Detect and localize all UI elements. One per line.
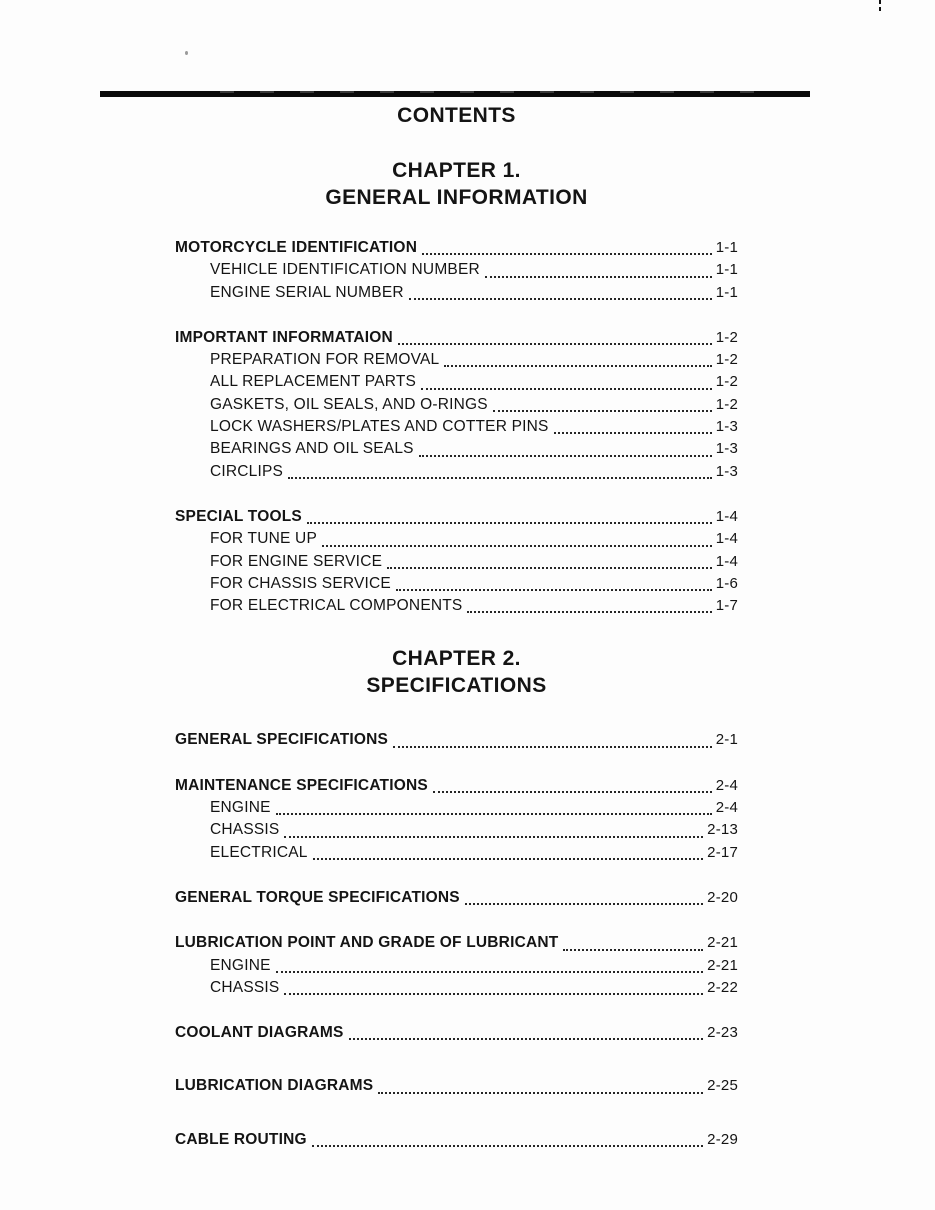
dot-leader — [554, 416, 712, 438]
toc-section — [175, 887, 738, 909]
toc-subentry — [210, 551, 738, 573]
dot-leader — [313, 842, 704, 864]
toc-entry-page: 2-4 — [715, 776, 738, 794]
dot-leader — [398, 327, 712, 349]
toc-subentry — [210, 394, 738, 416]
toc-subentry — [210, 461, 738, 483]
dot-leader — [419, 438, 712, 460]
toc-subentry — [210, 819, 738, 841]
toc-section — [175, 775, 738, 864]
dot-leader — [465, 887, 703, 909]
toc-entry-label: IMPORTANT INFORMATAION — [175, 328, 393, 346]
toc-entry — [175, 887, 738, 909]
toc-entry-label: MAINTENANCE SPECIFICATIONS — [175, 776, 428, 794]
toc-entry-page: 1-1 — [715, 261, 738, 279]
toc-entry — [175, 237, 738, 259]
toc-entry-page: 1-6 — [715, 574, 738, 592]
toc-subentry — [210, 438, 738, 460]
toc-entry-label: FOR TUNE UP — [210, 530, 317, 548]
dot-leader — [378, 1075, 703, 1097]
dot-leader — [493, 394, 712, 416]
toc-entry — [175, 327, 738, 349]
toc-entry-label: PREPARATION FOR REMOVAL — [210, 351, 440, 369]
toc-subentry — [210, 595, 738, 617]
toc-entry-label: CHASSIS — [210, 821, 280, 839]
toc-entry — [175, 775, 738, 797]
toc-entry-page: 1-1 — [715, 239, 738, 256]
dot-leader — [349, 1022, 704, 1044]
dot-leader — [288, 461, 712, 483]
toc-section — [175, 506, 738, 617]
dot-leader — [276, 797, 712, 819]
toc-entry-label: FOR ENGINE SERVICE — [210, 552, 383, 570]
toc-entry-label: CHASSIS — [210, 978, 280, 996]
dot-leader — [396, 573, 712, 595]
chapter-subheading: GENERAL INFORMATION — [325, 186, 588, 209]
toc-entry-label: BEARINGS AND OIL SEALS — [210, 440, 414, 458]
toc-entry-page: 2-1 — [715, 731, 738, 749]
toc-entry-page: 2-17 — [707, 843, 738, 861]
toc-entry-page: 2-29 — [707, 1130, 738, 1148]
toc-entry-page: 1-4 — [715, 552, 738, 570]
dot-leader — [422, 237, 712, 259]
chapter-block — [175, 157, 738, 617]
toc-entry-label: COOLANT DIAGRAMS — [175, 1024, 344, 1042]
toc-entry — [175, 1129, 738, 1151]
chapter-subheading: SPECIFICATIONS — [366, 674, 547, 698]
contents-title: CONTENTS — [397, 104, 516, 127]
dot-leader — [563, 932, 703, 954]
dot-leader — [485, 259, 712, 281]
toc-entry — [175, 1075, 738, 1097]
toc-section — [175, 1129, 738, 1151]
toc-entry — [175, 1022, 738, 1044]
toc-entry-page: 1-2 — [715, 351, 738, 369]
toc-section — [175, 327, 738, 483]
chapter-sections — [175, 237, 738, 617]
toc-subentry — [210, 955, 738, 977]
toc-entry-page: 1-2 — [715, 328, 738, 346]
dot-leader — [307, 506, 712, 528]
toc-entry-page: 1-3 — [715, 418, 738, 436]
toc-entry-page: 2-21 — [707, 934, 738, 952]
toc-entry-page: 1-7 — [715, 597, 738, 615]
toc-entry-page: 2-22 — [707, 978, 738, 996]
toc-entry-label: SPECIAL TOOLS — [175, 507, 302, 525]
dot-leader — [312, 1129, 703, 1151]
toc-entry-label: LUBRICATION DIAGRAMS — [175, 1077, 374, 1095]
toc-entry-page: 2-20 — [707, 888, 738, 906]
toc-entry-label: GENERAL TORQUE SPECIFICATIONS — [175, 888, 460, 906]
toc-entry-page: 2-23 — [707, 1024, 738, 1042]
toc-subentry — [210, 371, 738, 393]
toc-column — [175, 103, 738, 1151]
toc-entry-label: ELECTRICAL — [210, 843, 308, 861]
toc-entry-page: 1-4 — [715, 530, 738, 548]
toc-subentry — [210, 416, 738, 438]
dot-leader — [284, 977, 703, 999]
dot-leader — [387, 551, 712, 573]
dot-leader — [433, 775, 712, 797]
dot-leader — [421, 371, 712, 393]
toc-entry-label: LOCK WASHERS/PLATES AND COTTER PINS — [210, 418, 549, 436]
toc-entry-label: ENGINE — [210, 799, 271, 817]
dot-leader — [276, 955, 704, 977]
toc-section — [175, 1022, 738, 1044]
toc-entry-label: FOR ELECTRICAL COMPONENTS — [210, 597, 463, 615]
toc-entry-label: CABLE ROUTING — [175, 1130, 307, 1148]
dot-leader — [393, 729, 712, 751]
dot-leader — [467, 595, 711, 617]
toc-section — [175, 729, 738, 751]
toc-entry-label: GENERAL SPECIFICATIONS — [175, 731, 389, 749]
toc-entry-page: 1-4 — [715, 507, 738, 525]
toc-section — [175, 1075, 738, 1097]
toc-entry-page: 1-2 — [715, 373, 738, 391]
chapters — [175, 157, 738, 1151]
toc-subentry — [210, 349, 738, 371]
header-rule — [100, 91, 810, 97]
dot-leader — [322, 528, 712, 550]
toc-entry-page: 2-4 — [715, 799, 738, 817]
toc-entry-label: GASKETS, OIL SEALS, AND O-RINGS — [210, 395, 488, 413]
toc-entry — [175, 729, 738, 751]
registration-mark — [879, 0, 881, 13]
dot-leader — [409, 282, 712, 304]
toc-entry-page: 2-13 — [707, 821, 738, 839]
toc-entry-label: FOR CHASSIS SERVICE — [210, 574, 391, 592]
toc-entry-label: ENGINE — [210, 956, 271, 974]
toc-subentry — [210, 282, 738, 304]
dot-leader — [444, 349, 711, 371]
toc-entry — [175, 506, 738, 528]
toc-entry-page: 1-3 — [715, 440, 738, 458]
toc-entry-label: LUBRICATION POINT AND GRADE OF LUBRICANT — [175, 934, 559, 952]
toc-entry-label: CIRCLIPS — [210, 462, 284, 480]
toc-subentry — [210, 573, 738, 595]
toc-entry-page: 1-1 — [715, 283, 738, 301]
toc-section — [175, 932, 738, 999]
chapter-heading: CHAPTER 2. — [392, 647, 521, 671]
chapter-block — [175, 645, 738, 1151]
toc-subentry — [210, 797, 738, 819]
chapter-heading: CHAPTER 1. — [392, 159, 521, 182]
chapter-sections — [175, 729, 738, 1151]
toc-section — [175, 237, 738, 304]
toc-entry — [175, 932, 738, 954]
toc-entry-label: VEHICLE IDENTIFICATION NUMBER — [210, 261, 480, 279]
toc-entry-label: MOTORCYCLE IDENTIFICATION — [175, 239, 418, 256]
toc-entry-page: 1-2 — [715, 395, 738, 413]
toc-entry-page: 1-3 — [715, 462, 738, 480]
dot-leader — [284, 819, 703, 841]
toc-subentry — [210, 259, 738, 281]
toc-subentry — [210, 977, 738, 999]
toc-subentry — [210, 842, 738, 864]
toc-entry-page: 2-21 — [707, 956, 738, 974]
toc-subentry — [210, 528, 738, 550]
toc-entry-label: ALL REPLACEMENT PARTS — [210, 373, 417, 391]
scan-speck — [185, 51, 188, 55]
toc-entry-page: 2-25 — [707, 1077, 738, 1095]
toc-entry-label: ENGINE SERIAL NUMBER — [210, 283, 404, 301]
